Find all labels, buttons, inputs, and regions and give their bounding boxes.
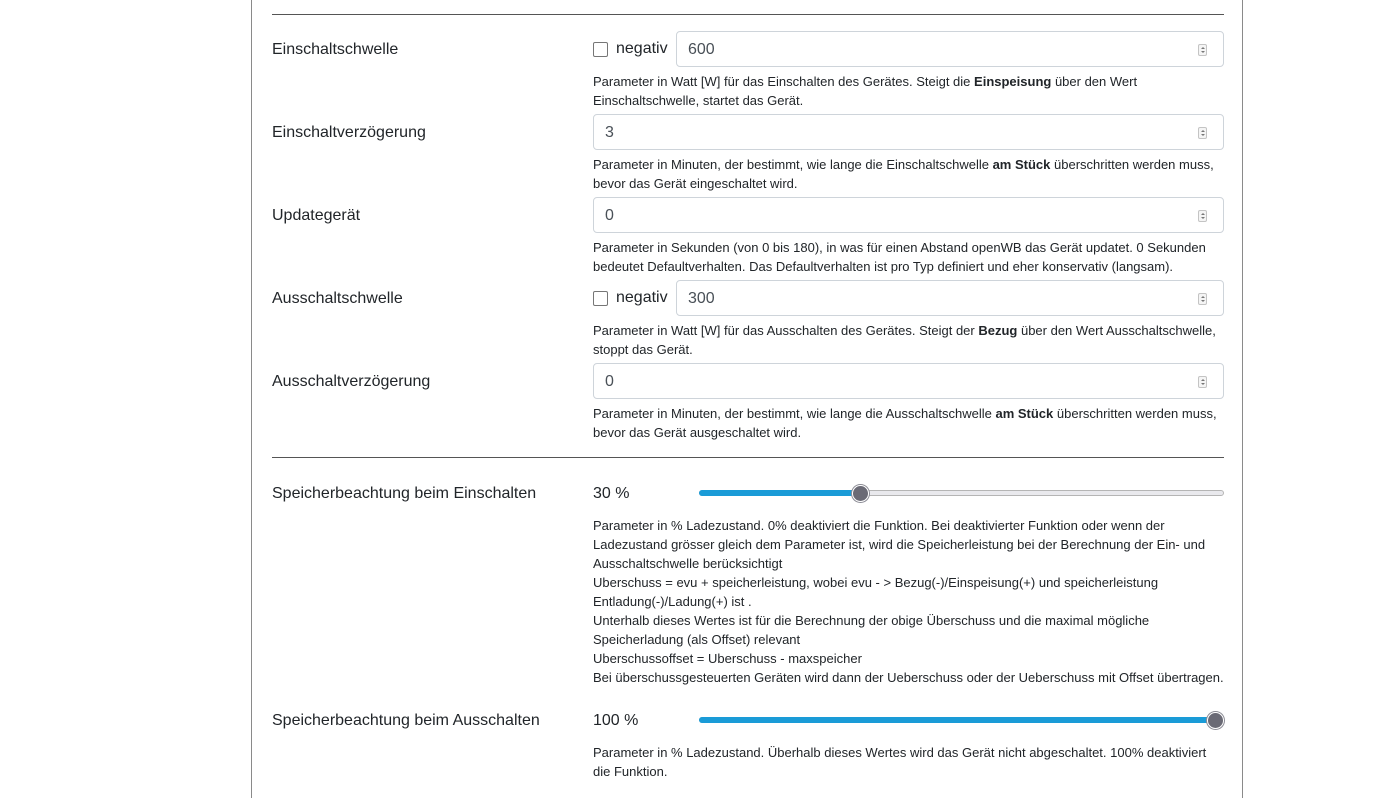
- ausschaltverzoegerung-label: Ausschaltverzögerung: [272, 373, 431, 390]
- einschaltverzoegerung-help: Parameter in Minuten, der bestimmt, wie lange die Einschaltschwelle am Stück überschritten werden muss, bevor das Gerät eingeschaltet wird.: [593, 157, 1214, 191]
- ausschaltschwelle-help: Parameter in Watt [W] für das Ausschalten des Gerätes. Steigt der Bezug über den Wert Ausschaltschwelle, stoppt das Gerät.: [593, 323, 1216, 357]
- speicher-ein-help-line: Bei überschussgesteuerten Geräten wird dann der Ueberschuss oder der Ueberschuss mit Offset übertragen.: [593, 670, 1224, 685]
- speicher-ein-help-line: Unterhalb dieses Wertes ist für die Berechnung der obige Überschuss und die maximal mögliche Speicherladung (als Offset) relevant: [593, 613, 1150, 647]
- ausschaltschwelle-label: Ausschaltschwelle: [272, 290, 403, 307]
- speicher-aus-label: Speicherbeachtung beim Ausschalten: [272, 712, 540, 729]
- speicher-ein-slider-fill: [699, 490, 860, 496]
- divider-speicher: [272, 457, 1224, 458]
- ausschaltverzoegerung-value: 0: [605, 373, 614, 390]
- updategeraet-spinner-icon[interactable]: [1198, 210, 1207, 222]
- speicher-ein-help-line: Parameter in % Ladezustand. 0% deaktiviert die Funktion. Bei deaktivierter Funktion oder wenn der Ladezustand grösser gleich dem Parameter ist, wird die Speicherleistung bei der Berechnung der Ein- und Ausschaltschwelle berücksichtigt: [593, 518, 1206, 571]
- speicher-aus-slider-fill: [699, 717, 1215, 723]
- speicher-aus-help: Parameter in % Ladezustand. Überhalb dieses Wertes wird das Gerät nicht abgeschaltet. 100% deaktiviert die Funktion.: [593, 745, 1207, 779]
- einschaltverzoegerung-value: 3: [605, 124, 614, 141]
- einschaltschwelle-negativ-label[interactable]: negativ: [616, 40, 668, 57]
- speicher-ein-help-line: Uberschuss = evu + speicherleistung, wobei evu - > Bezug(-)/Einspeisung(+) und speicherleistung Entladung(-)/Ladung(+) ist .: [593, 575, 1159, 609]
- updategeraet-input[interactable]: [593, 197, 1224, 233]
- updategeraet-label: Updategerät: [272, 207, 361, 224]
- einschaltverzoegerung-input[interactable]: [593, 114, 1224, 150]
- speicher-ein-help-line: Uberschussoffset = Uberschuss - maxspeicher: [593, 651, 862, 666]
- updategeraet-value: 0: [605, 207, 614, 224]
- divider-top: [272, 14, 1224, 15]
- speicher-ein-value: 30 %: [593, 485, 630, 502]
- einschaltverzoegerung-label: Einschaltverzögerung: [272, 124, 426, 141]
- speicher-aus-slider-thumb[interactable]: [1207, 712, 1224, 729]
- einschaltschwelle-label: Einschaltschwelle: [272, 41, 399, 58]
- ausschaltverzoegerung-input[interactable]: [593, 363, 1224, 399]
- einschaltschwelle-spinner-icon[interactable]: [1198, 44, 1207, 56]
- ausschaltschwelle-spinner-icon[interactable]: [1198, 293, 1207, 305]
- speicher-ein-help: [593, 516, 1225, 687]
- speicher-ein-slider[interactable]: [699, 490, 1224, 496]
- ausschaltschwelle-negativ-checkbox[interactable]: [593, 291, 608, 306]
- speicher-ein-label: Speicherbeachtung beim Einschalten: [272, 485, 537, 502]
- einschaltschwelle-negativ-checkbox[interactable]: [593, 42, 608, 57]
- ausschaltverzoegerung-spinner-icon[interactable]: [1198, 376, 1207, 388]
- einschaltschwelle-value: 600: [688, 41, 715, 58]
- speicher-aus-slider[interactable]: [699, 717, 1224, 723]
- speicher-aus-value: 100 %: [593, 712, 639, 729]
- einschaltschwelle-help: Parameter in Watt [W] für das Einschalten des Gerätes. Steigt die Einspeisung über den Wert Einschaltschwelle, startet das Gerät.: [593, 74, 1138, 108]
- ausschaltschwelle-input[interactable]: [676, 280, 1224, 316]
- ausschaltverzoegerung-help: Parameter in Minuten, der bestimmt, wie lange die Ausschaltschwelle am Stück überschritten werden muss, bevor das Gerät ausgeschaltet wird.: [593, 406, 1217, 440]
- updategeraet-help: Parameter in Sekunden (von 0 bis 180), in was für einen Abstand openWB das Gerät updatet. 0 Sekunden bedeutet Defaultverhalten. Das Defaultverhalten ist pro Typ definiert und eher konservativ (langsam).: [593, 240, 1206, 274]
- speicher-ein-slider-thumb[interactable]: [852, 485, 869, 502]
- einschaltschwelle-input[interactable]: [676, 31, 1224, 67]
- ausschaltschwelle-value: 300: [688, 290, 715, 307]
- ausschaltschwelle-negativ-label[interactable]: negativ: [616, 289, 668, 306]
- einschaltverzoegerung-spinner-icon[interactable]: [1198, 127, 1207, 139]
